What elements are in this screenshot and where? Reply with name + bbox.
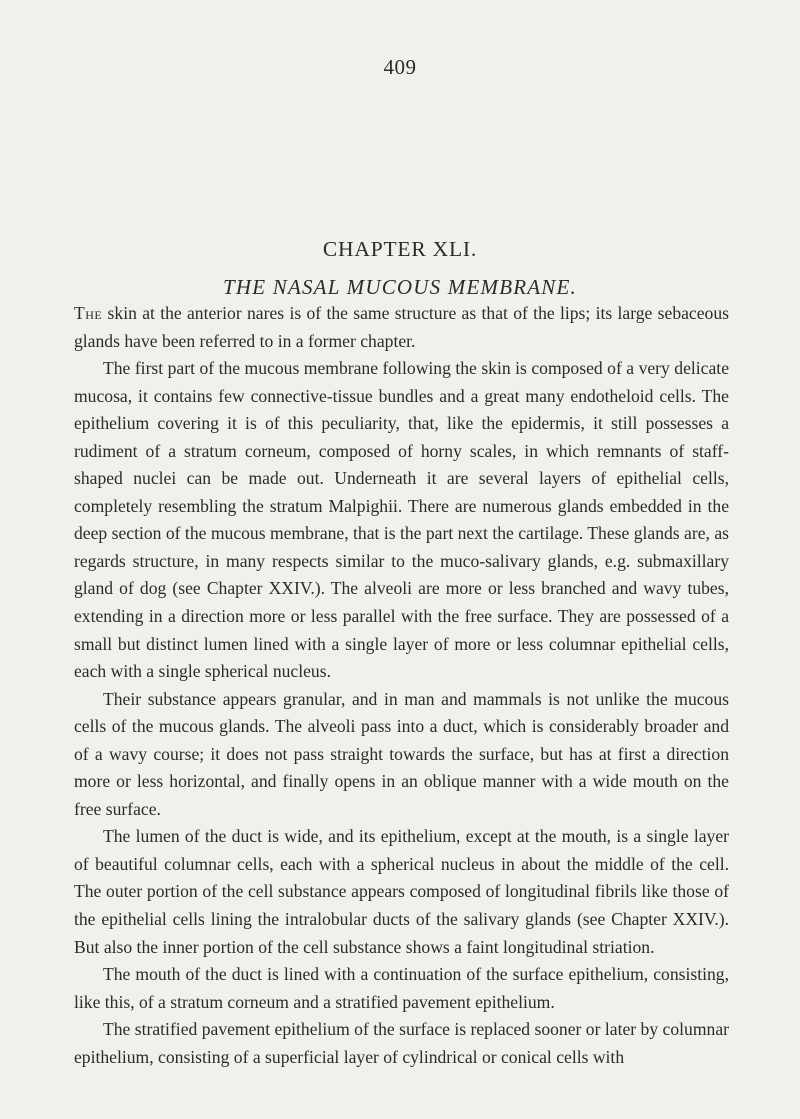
paragraph-2: The first part of the mucous membrane following the skin is composed of a very delicate mucosa, it contains few connective-tissue bundles and a great many endotheloid cells. The epithelium covering it is of this peculiarity, that, like the epidermis, it still possesses a rudiment of a stratum corneum, composed of horny scales, in which remnants of staff-shaped nuclei can be made out. Underneath it are several layers of epithelial cells, completely resembling the stratum Malpighii. There are numerous glands embedded in the deep section of the mucous membrane, that is the part next the cartilage. These glands are, as regards structure, in many respects similar to the muco-salivary glands, e.g. submaxillary gland of dog (see Chapter XXIV.). The alveoli are more or less branched and wavy tubes, extending in a direction more or less parallel with the free surface. They are possessed of a small but distinct lumen lined with a single layer of more or less columnar epithelial cells, each with a single spherical nucleus. [74, 358, 729, 682]
paragraph-1 [74, 300, 729, 355]
paragraph-3: Their substance appears granular, and in man and mammals is not unlike the mucous cells of the mucous glands. The alveoli pass into a duct, which is considerably broader and of a wavy course; it does not pass straight towards the surface, but has at first a direction more or less horizontal, and finally opens in an oblique manner with a wide mouth on the free surface. [74, 688, 729, 819]
paragraph-5: The mouth of the duct is lined with a continuation of the surface epithelium, consisting, like this, of a stratum corneum and a stratified pavement epithelium. [74, 964, 729, 1012]
body-text [74, 300, 729, 1071]
paragraph-lead-word: The [74, 303, 103, 323]
chapter-title: THE NASAL MUCOUS MEMBRANE. [223, 275, 577, 299]
paragraph-1-text: skin at the anterior nares is of the same structure as that of the lips; its large sebaceous glands have been referred to in a former chapter. [74, 303, 729, 351]
chapter-heading: CHAPTER XLI. [322, 237, 478, 261]
paragraph-4: The lumen of the duct is wide, and its epithelium, except at the mouth, is a single layer of beautiful columnar cells, each with a spherical nucleus in about the middle of the cell. The outer portion of the cell substance appears composed of longitudinal fibrils like those of the epithelial cells lining the intralobular ducts of the salivary glands (see Chapter XXIV.). But also the inner portion of the cell substance shows a faint longitudinal striation. [74, 826, 729, 957]
page-number: 409 [383, 55, 417, 79]
paragraph-6: The stratified pavement epithelium of the surface is replaced sooner or later by columnar epithelium, consisting of a superficial layer of cylindrical or conical cells with [74, 1019, 729, 1067]
